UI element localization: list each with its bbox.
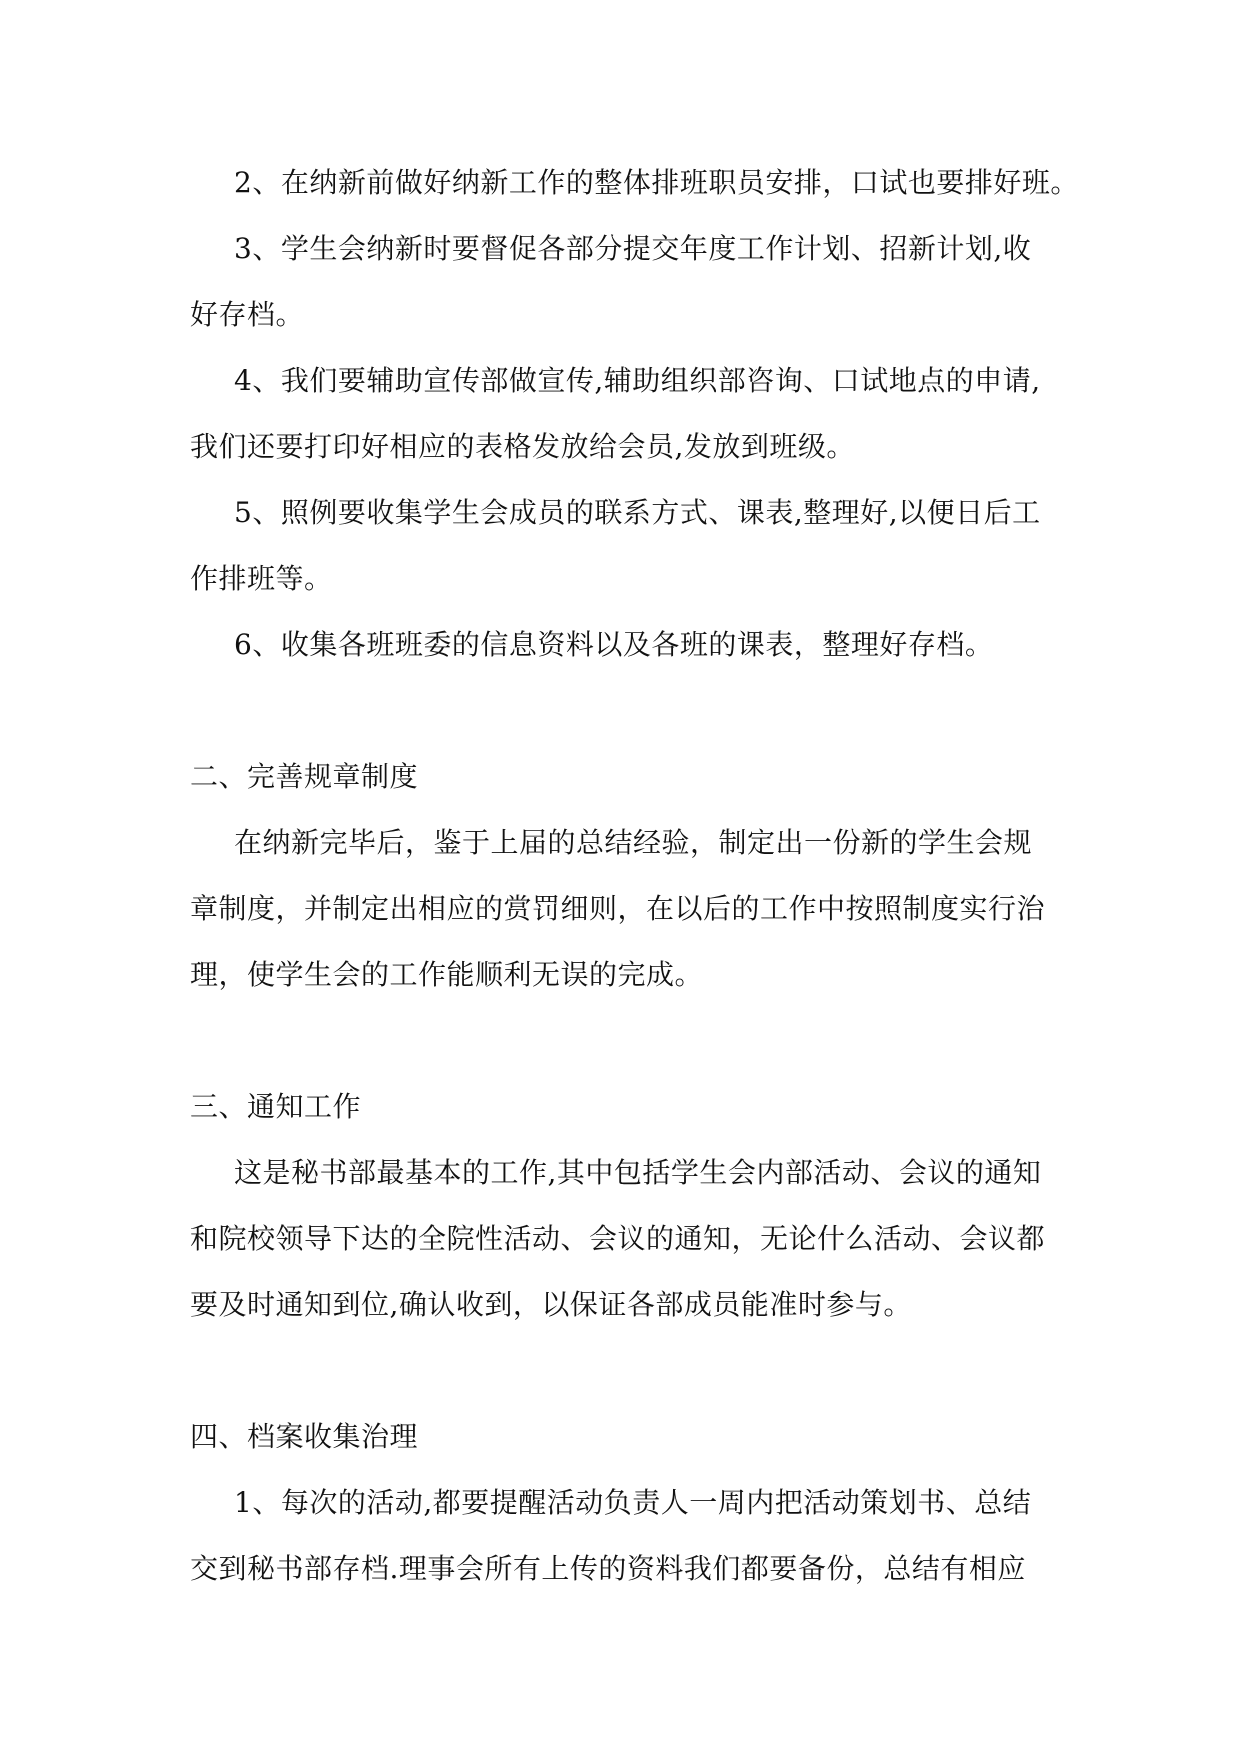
section-2-para-line-2: 章制度，并制定出相应的赏罚细则，在以后的工作中按照制度实行治: [190, 892, 1046, 925]
section-3-para-line-3: 要及时通知到位,确认收到，以保证各部成员能准时参与。: [190, 1288, 912, 1321]
section-4-item-1-line-1: 1、每次的活动,都要提醒活动负责人一周内把活动策划书、总结: [234, 1486, 1032, 1519]
item-3-line-2: 好存档。: [190, 298, 305, 331]
item-2-line-1: 2、在纳新前做好纳新工作的整体排班职员安排，口试也要排好班。: [234, 166, 1079, 199]
section-2-para-line-1: 在纳新完毕后，鉴于上届的总结经验，制定出一份新的学生会规: [234, 826, 1033, 859]
item-4-line-2: 我们还要打印好相应的表格发放给会员,发放到班级。: [190, 430, 855, 463]
item-6-line-1: 6、收集各班班委的信息资料以及各班的课表，整理好存档。: [234, 628, 994, 661]
section-4-item-1-line-2: 交到秘书部存档.理事会所有上传的资料我们都要备份，总结有相应: [190, 1552, 1026, 1585]
section-2-para-line-3: 理，使学生会的工作能顺利无误的完成。: [190, 958, 704, 991]
section-3-para-line-1: 这是秘书部最基本的工作,其中包括学生会内部活动、会议的通知: [234, 1156, 1042, 1189]
item-5-line-2: 作排班等。: [190, 562, 333, 595]
section-3-para-line-2: 和院校领导下达的全院性活动、会议的通知，无论什么活动、会议都: [190, 1222, 1046, 1255]
item-3-line-1: 3、学生会纳新时要督促各部分提交年度工作计划、招新计划,收: [234, 232, 1032, 265]
section-3-heading: 三、通知工作: [190, 1090, 362, 1123]
item-5-line-1: 5、照例要收集学生会成员的联系方式、课表,整理好,以便日后工: [234, 496, 1041, 529]
section-2-heading: 二、完善规章制度: [190, 760, 419, 793]
item-4-line-1: 4、我们要辅助宣传部做宣传,辅助组织部咨询、口试地点的申请,: [234, 364, 1041, 397]
section-4-heading: 四、档案收集治理: [190, 1420, 419, 1453]
